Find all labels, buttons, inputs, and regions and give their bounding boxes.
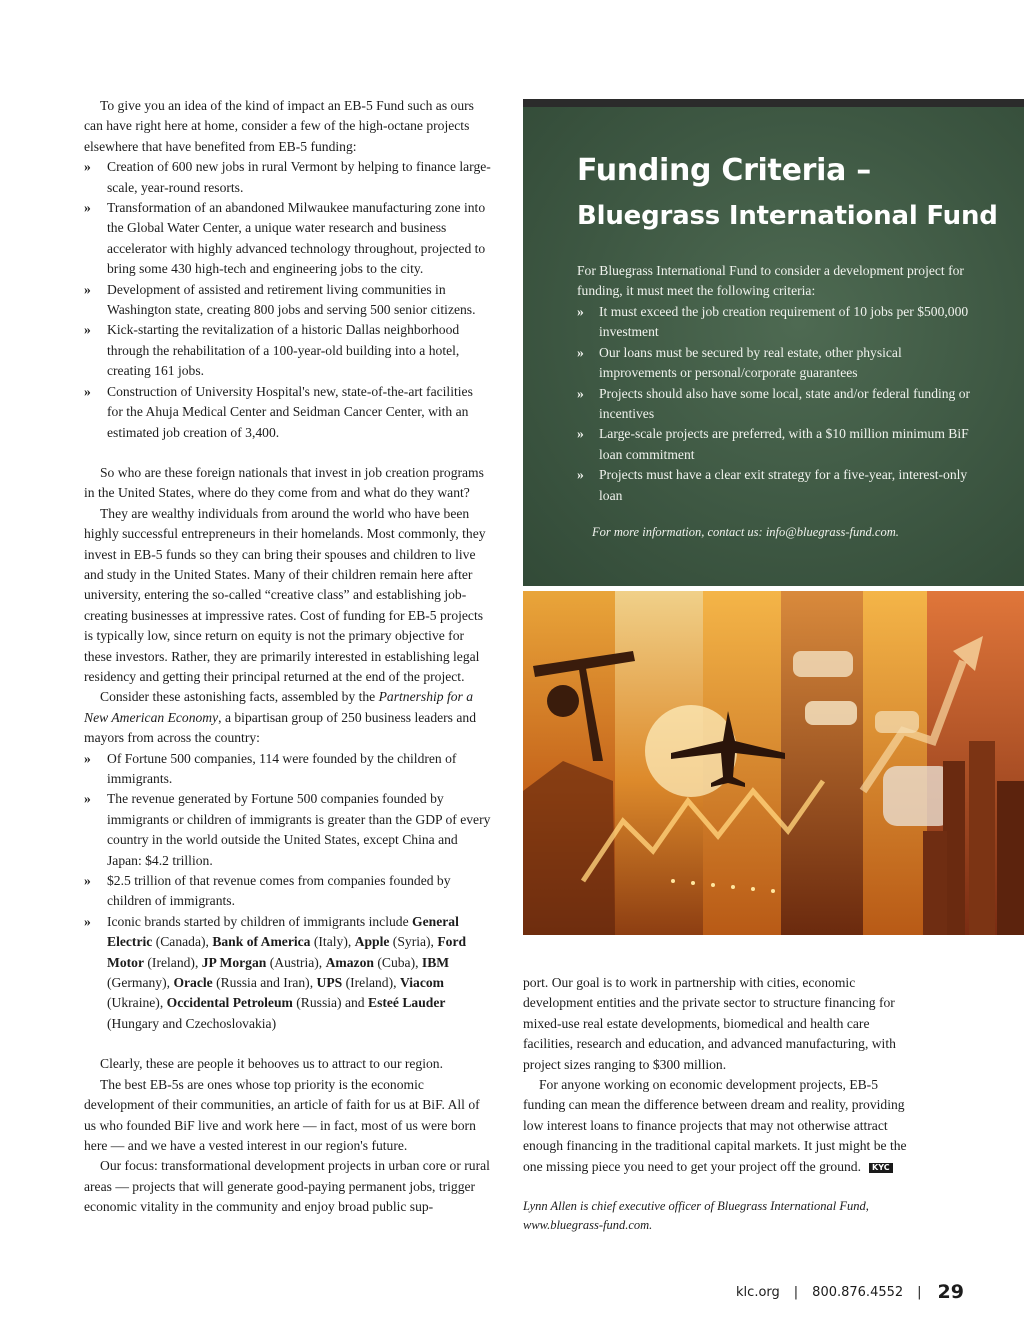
list-item: » Iconic brands started by children of immigrants include General Electric (Canada), Bank of America (Italy), Apple (Syria), Ford Motor (Ireland), JP Morgan (Austria), Amazon (Cuba), IBM (Germany), Oracle (Russia and Iran), UPS (Ireland), Viacom (Ukraine), Occidental Petroleum (Russia) and Esteé Lauder (Hungary and Czechoslovakia) (84, 913, 467, 1031)
intro-paragraph: To give you an idea of the kind of impact an EB-5 Fund such as ours can have right here at home, consider a few of the high-octane projects elsewhere that have benefited from EB-5 funding: (84, 98, 474, 154)
bullet-icon: » (84, 159, 91, 175)
list-item: » It must exceed the job creation requirement of 10 jobs per $500,000 investment (577, 304, 969, 340)
list-item: » Construction of University Hospital's new, state-of-the-art facilities for the Ahuja Medical Center and Seidman Cancer Center, with an estimated job creation of 3,400. (84, 383, 473, 440)
article-right-column (523, 973, 923, 1177)
list-item: » Transformation of an abandoned Milwaukee manufacturing zone into the Global Water Center, a unique water research and business accelerator with highly advanced technology throughout, projected to bring some 430 high-tech and engineering jobs to the city. (84, 200, 486, 277)
bullet-icon: » (577, 426, 584, 442)
bullet-icon: » (84, 873, 91, 889)
list-item: » Creation of 600 new jobs in rural Vermont by helping to finance large-scale, year-round resorts. (84, 159, 491, 195)
footer-site: klc.org (736, 1284, 780, 1300)
contact-line: For more information, contact us: info@bluegrass-fund.com. (592, 525, 899, 539)
page-number: 29 (937, 1281, 964, 1303)
bullet-icon: » (84, 913, 91, 929)
footer-separator: | (917, 1284, 922, 1300)
economic-development-collage-image (523, 591, 1024, 935)
sidebar-top-rule (523, 99, 1024, 107)
bullet-icon: » (577, 304, 584, 319)
bullet-icon: » (84, 383, 91, 399)
funding-criteria-sidebar (523, 107, 1024, 586)
wealthy-paragraph: They are wealthy individuals from around the world who have been highly successful entrepreneurs in their homelands. Most commonly, they invest in EB-5 funds so they can bring their spouses and children to live and study in the United States. Many of their children remain here after university, entering the so-called “creative class” and establishing job-creating businesses at impressive rates. Cost of funding for EB-5 projects is typically low, since return on equity is not the primary objective for these investors. Rather, they are primarily interested in establishing legal residency and getting their principal returned at the end of the project. (84, 505, 486, 684)
list-item: » Projects must have a clear exit strategy for a five-year, interest-only loan (577, 467, 968, 503)
list-item: » Large-scale projects are preferred, with a $10 million minimum BiF loan commitment (577, 426, 969, 462)
article-left-column (84, 96, 492, 1218)
footer-separator: | (793, 1284, 799, 1300)
bullet-icon: » (84, 750, 91, 766)
anyone-paragraph: For anyone working on economic development projects, EB-5 funding can mean the difference between dream and reality, providing low interest loans to finance projects that may not otherwise attract enough financing in the traditional capital markets. It just might be the one missing piece you need to get your project off the ground. KYC (523, 1077, 907, 1174)
focus-paragraph: Our focus: transformational development projects in urban core or rural areas — projects that will generate good-paying permanent jobs, trigger economic vitality in the community and enjoy broad public sup- (84, 1158, 490, 1215)
bullet-icon: » (577, 344, 584, 360)
page-footer (736, 1281, 964, 1303)
list-item: » Kick-starting the revitalization of a historic Dallas neighborhood through the rehabilitation of a 100-year-old building into a hotel, creating 161 jobs. (84, 322, 460, 379)
sidebar-subtitle: Bluegrass International Fund (577, 201, 998, 231)
list-item: » $2.5 trillion of that revenue comes from companies founded by children of immigrants. (84, 873, 451, 909)
port-paragraph: port. Our goal is to work in partnership with cities, economic development entities and the private sector to structure financing for mixed-use real estate developments, biomedical and health care facilities, research and education, and advanced manufacturing, with project sizes ranging to $300 million. (523, 975, 896, 1072)
criteria-list (577, 302, 977, 506)
projects-list (84, 157, 492, 443)
list-item: » Of Fortune 500 companies, 114 were founded by the children of immigrants. (84, 750, 457, 786)
sidebar-intro: For Bluegrass International Fund to consider a development project for funding, it must meet the following criteria: (577, 263, 964, 299)
facts-list (84, 749, 492, 1035)
bullet-icon: » (84, 200, 91, 216)
list-item: » The revenue generated by Fortune 500 companies founded by immigrants or children of immigrants is greater than the GDP of every country in the world outside the United States, except China and Japan: $4.2 trillion. (84, 791, 491, 868)
source-title: Partnership for a New American Economy (84, 689, 474, 725)
end-mark-icon: KYC (869, 1163, 893, 1173)
clearly-paragraph: Clearly, these are people it behooves us to attract to our region. (100, 1056, 444, 1072)
list-item: » Our loans must be secured by real estate, other physical improvements or personal/corporate guarantees (577, 344, 902, 381)
list-item: » Projects should also have some local, state and/or federal funding or incentives (577, 385, 971, 422)
sidebar-title: Funding Criteria – (577, 153, 871, 188)
bullet-icon: » (84, 791, 91, 807)
bullet-icon: » (577, 467, 584, 483)
footer-phone: 800.876.4552 (812, 1284, 904, 1300)
list-item: » Development of assisted and retirement living communities in Washington state, creating 800 jobs and serving 500 senior citizens. (84, 281, 476, 318)
consider-paragraph: Consider these astonishing facts, assembled by the Partnership for a New American Economy, a bipartisan group of 250 business leaders and mayors from across the country: (84, 689, 476, 746)
who-paragraph: So who are these foreign nationals that invest in job creation programs in the United States, where do they come from and what do they want? (84, 464, 484, 501)
author-bio: Lynn Allen is chief executive officer of Bluegrass International Fund, www.bluegrass-fund.com. (523, 1199, 869, 1232)
bullet-icon: » (84, 281, 91, 297)
best-paragraph: The best EB-5s are ones whose top priority is the economic development of their communities, an article of faith for us at BiF. All of us who founded BiF live and work here — in fact, most of us were born here — and we have a vested interest in our region's future. (84, 1076, 480, 1153)
bullet-icon: » (84, 322, 91, 338)
bullet-icon: » (577, 385, 584, 401)
